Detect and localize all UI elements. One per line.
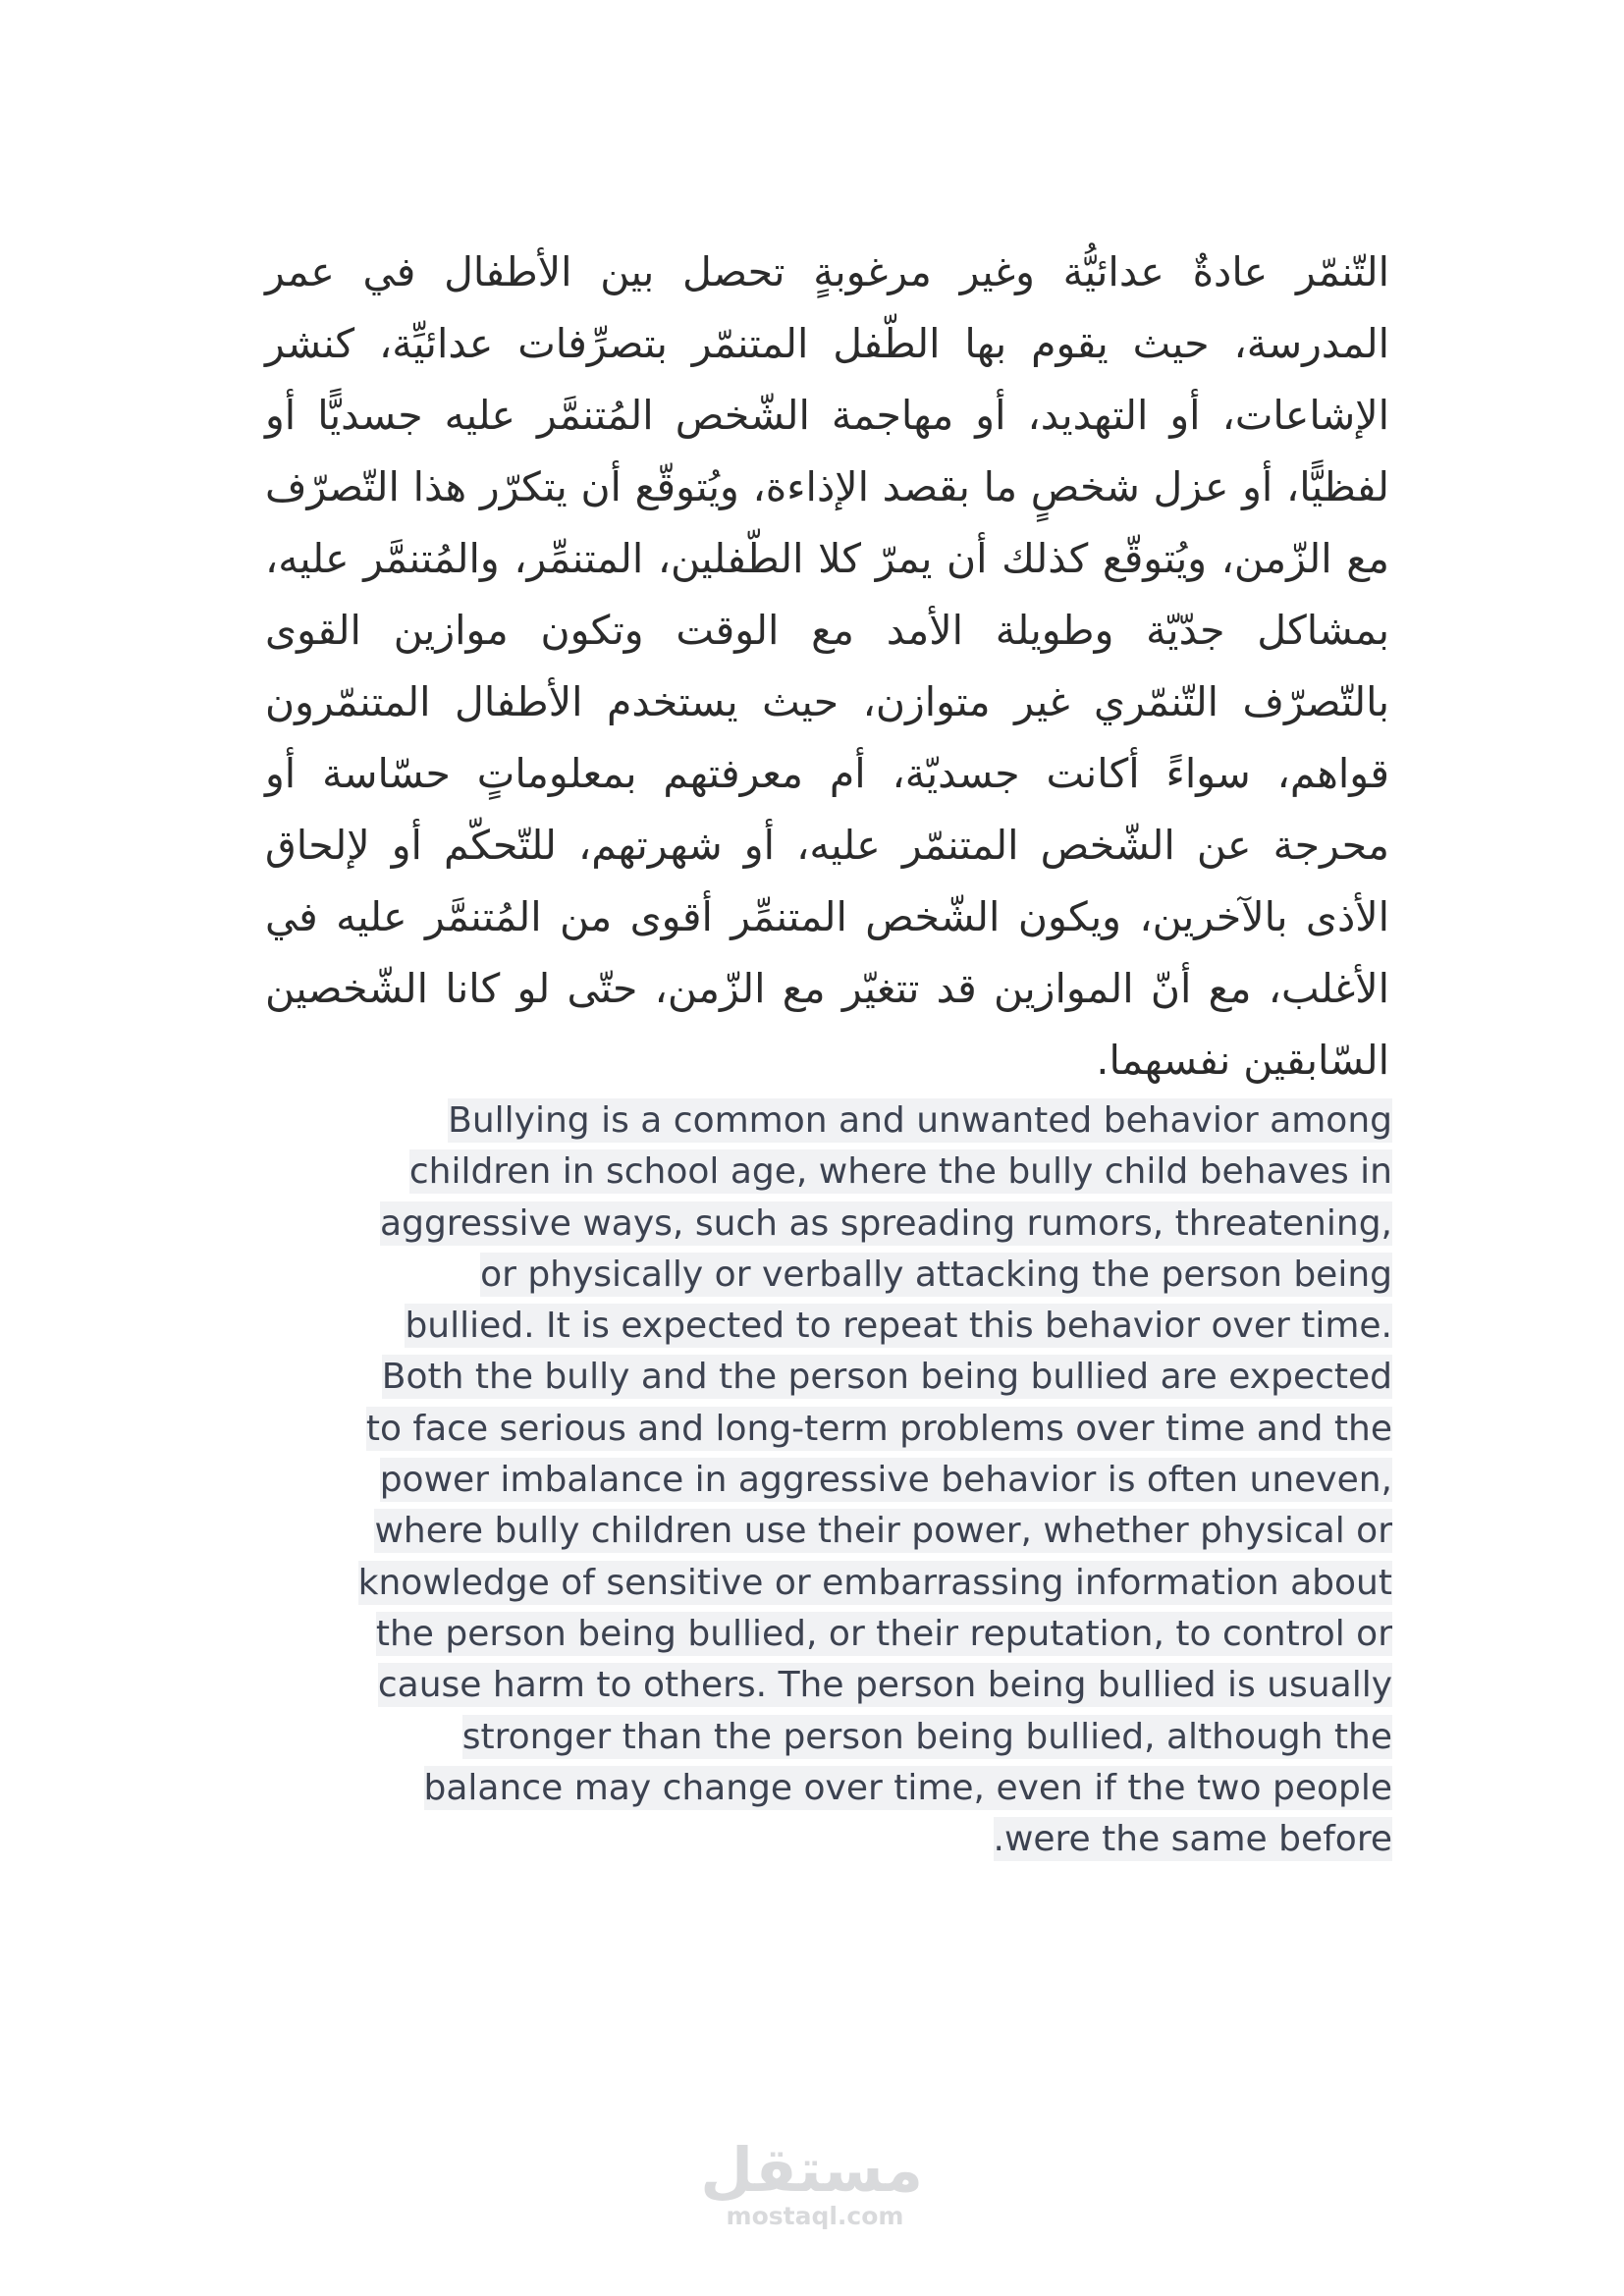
arabic-paragraph: التّنمّر عادةٌ عدائيُّة وغير مرغوبةٍ تحصل بين الأطفال في عمر المدرسة، حيث يقوم بها الطّفل المتنمّر بتصرِّفات عدائيِّة، كنشر الإشاعات، أو التهديد، أو مهاجمة الشّخص المُتنمَّر عليه جسديًّا أو لفظيًّا، أو عزل شخصٍ ما بقصد الإذاءة، ويُتوقّع أن يتكرّر هذا التّصرّف مع الزّمن، ويُتوقّع كذلك أن يمرّ كلا الطّفلين، المتنمِّر، والمُتنمَّر عليه، بمشاكل جدّيّة وطويلة الأمد مع الوقت وتكون موازين القوى بالتّصرّف التّنمّري غير متوازن، حيث يستخدم الأطفال المتنمّرون قواهم، سواءً أكانت جسديّة، أم معرفتهم بمعلوماتٍ حسّاسة أو محرجة عن الشّخص المتنمّر عليه، أو شهرتهم، للتّحكّم أو لإلحاق الأذى بالآخرين، ويكون الشّخص المتنمِّر أقوى من المُتنمَّر عليه في الأغلب، مع أنّ الموازين قد تتغيّر مع الزّمن، حتّى لو كانا الشّخصين السّابقين نفسهما. (265, 248, 1389, 1084)
english-line: knowledge of sensitive or embarrassing information about (357, 1562, 1392, 1603)
watermark-url: mostaql.com (726, 2202, 904, 2230)
watermark-logo: مستقل (700, 2134, 923, 2206)
english-line: stronger than the person being bullied, although the (461, 1716, 1392, 1757)
english-line: aggressive ways, such as spreading rumors, threatening, (380, 1202, 1392, 1244)
english-translation (257, 1095, 1392, 1865)
english-line: where bully children use their power, whether physical or (374, 1511, 1392, 1552)
english-line: balance may change over time, even if the two people (423, 1767, 1392, 1808)
english-line: cause harm to others. The person being bullied is usually (377, 1665, 1392, 1706)
english-line: children in school age, where the bully child behaves in (408, 1151, 1392, 1193)
english-line: .were the same before (993, 1819, 1392, 1860)
english-line: to face serious and long-term problems over time and the (365, 1408, 1392, 1449)
english-line: bullied. It is expected to repeat this behavior over time. (405, 1306, 1392, 1347)
english-line: power imbalance in aggressive behavior is often uneven, (379, 1460, 1392, 1501)
english-line: Both the bully and the person being bullied are expected (381, 1357, 1392, 1398)
english-line: the person being bullied, or their reputation, to control or (375, 1613, 1392, 1654)
english-line: Bullying is a common and unwanted behavior among (448, 1100, 1392, 1141)
english-line: or physically or verbally attacking the person being (480, 1254, 1392, 1295)
mostaql-watermark (700, 2134, 923, 2230)
